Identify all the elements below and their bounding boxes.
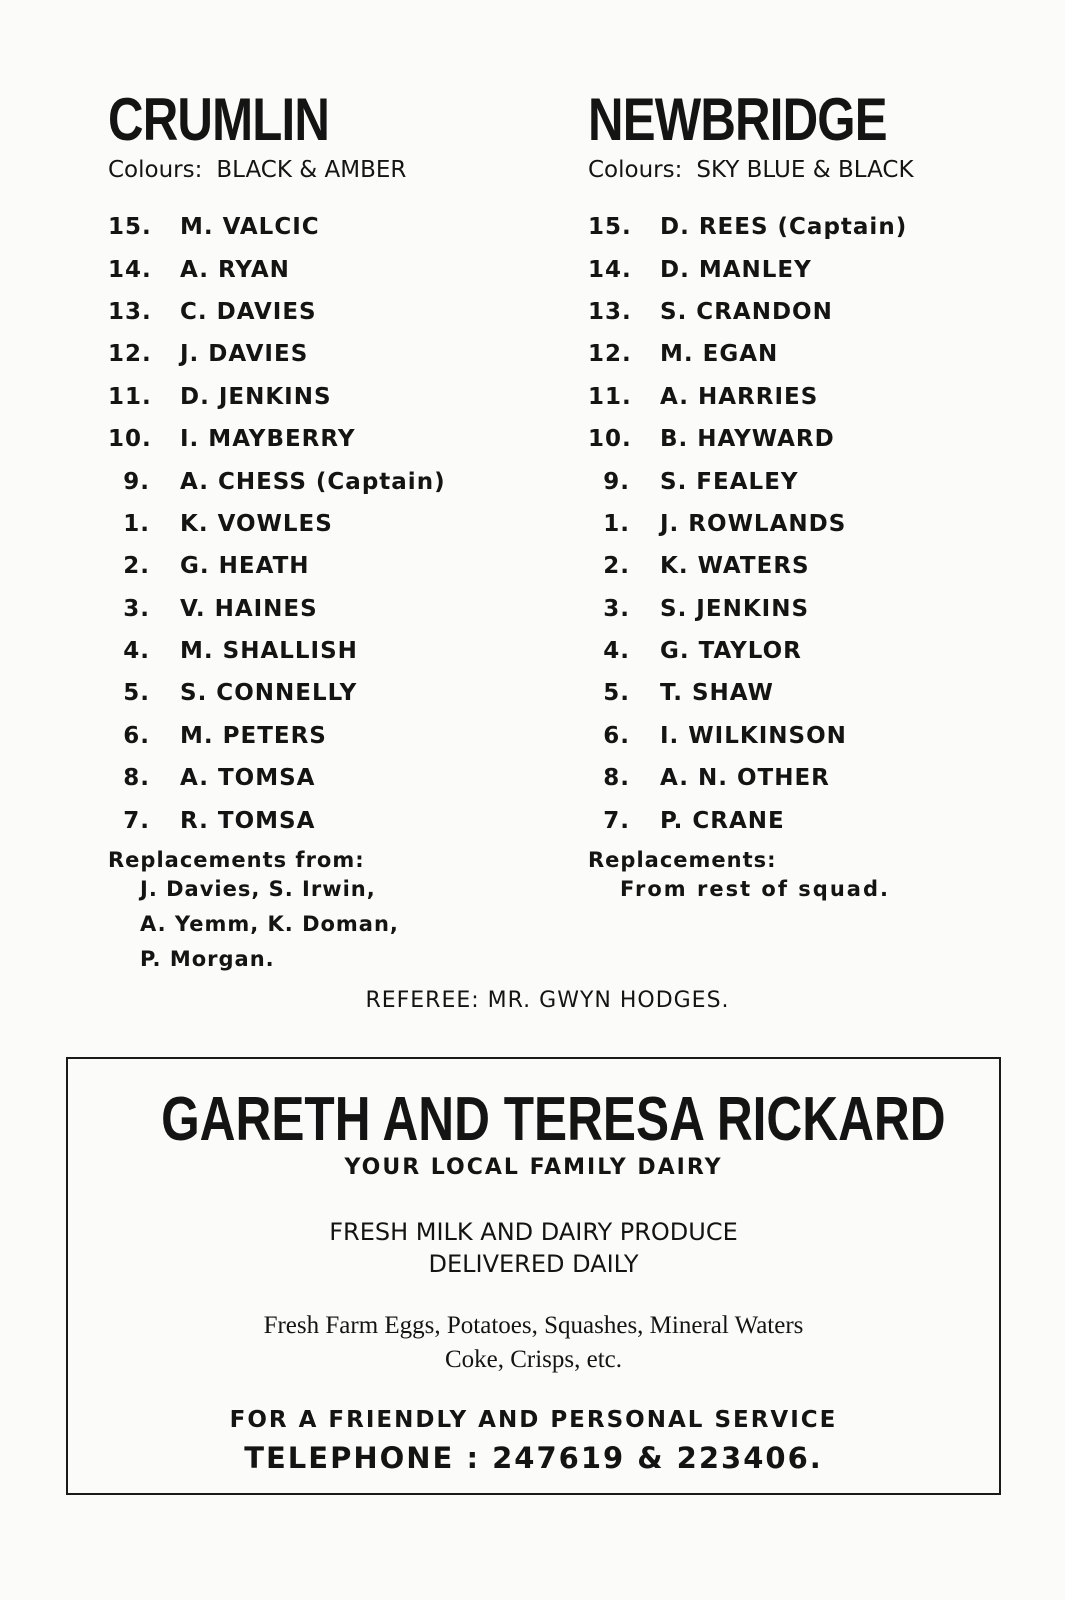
player-number: 4.: [123, 638, 150, 665]
player-number: 7.: [603, 807, 630, 834]
player-row: [588, 376, 1018, 418]
player-number: 15.: [108, 214, 152, 241]
advert-products: Coke, Crisps, etc.: [444, 1346, 623, 1373]
replacements-line: J. Davies, S. Irwin,: [140, 876, 376, 901]
player-number: 13.: [588, 298, 632, 325]
replacements-line: P. Morgan.: [140, 946, 275, 971]
player-row: [108, 545, 538, 587]
player-row: [108, 630, 538, 672]
player-number: 14.: [108, 256, 152, 283]
player-row: [108, 503, 538, 545]
advert-telephone: TELEPHONE : 247619 & 223406.: [244, 1441, 823, 1475]
player-name: S. JENKINS: [660, 595, 810, 622]
player-name: A. RYAN: [180, 256, 290, 283]
player-number: 3.: [603, 595, 630, 622]
team-colours: [108, 156, 538, 184]
player-list: [108, 206, 538, 842]
player-row: [108, 376, 538, 418]
player-row: [588, 588, 1018, 630]
player-row: [588, 672, 1018, 714]
replacements-heading: Replacements from:: [108, 847, 365, 872]
player-number: 8.: [123, 765, 150, 792]
player-row: [588, 206, 1018, 248]
player-row: [588, 799, 1018, 841]
replacements-line: From rest of squad.: [620, 876, 890, 901]
player-row: [588, 333, 1018, 375]
player-row: [588, 630, 1018, 672]
player-name: K. WATERS: [660, 553, 810, 580]
player-row: [588, 715, 1018, 757]
player-name: D. REES (Captain): [660, 214, 908, 241]
advert-line: FRESH MILK AND DAIRY PRODUCE: [329, 1218, 738, 1246]
team-crumlin: [108, 88, 538, 977]
player-row: [108, 799, 538, 841]
player-name: S. FEALEY: [660, 468, 799, 495]
player-number: 12.: [108, 341, 152, 368]
player-number: 5.: [123, 680, 150, 707]
player-name: M. PETERS: [180, 722, 327, 749]
replacements-line: A. Yemm, K. Doman,: [140, 911, 399, 936]
player-name: I. WILKINSON: [660, 722, 847, 749]
player-number: 10.: [588, 426, 632, 453]
team-name: NEWBRIDGE: [588, 86, 887, 153]
player-name: V. HAINES: [180, 595, 318, 622]
player-row: [108, 757, 538, 799]
replacements-heading: Replacements:: [588, 847, 777, 872]
player-row: [108, 333, 538, 375]
player-name: P. CRANE: [660, 807, 785, 834]
player-number: 14.: [588, 256, 632, 283]
player-name: B. HAYWARD: [660, 426, 835, 453]
player-row: [588, 545, 1018, 587]
advert-line: DELIVERED DAILY: [428, 1250, 639, 1278]
player-name: G. TAYLOR: [660, 638, 802, 665]
player-number: 5.: [603, 680, 630, 707]
player-number: 2.: [603, 553, 630, 580]
player-row: [108, 248, 538, 290]
player-number: 11.: [588, 383, 632, 410]
player-number: 2.: [123, 553, 150, 580]
player-row: [108, 672, 538, 714]
player-row: [588, 503, 1018, 545]
player-name: R. TOMSA: [180, 807, 316, 834]
player-number: 13.: [108, 298, 152, 325]
player-name: A. HARRIES: [660, 383, 819, 410]
advert-cta: FOR A FRIENDLY AND PERSONAL SERVICE: [229, 1407, 838, 1433]
player-name: A. CHESS (Captain): [180, 468, 446, 495]
player-number: 4.: [603, 638, 630, 665]
player-name: M. EGAN: [660, 341, 779, 368]
player-row: [588, 757, 1018, 799]
player-name: D. MANLEY: [660, 256, 812, 283]
player-row: [588, 291, 1018, 333]
player-name: J. ROWLANDS: [660, 510, 847, 537]
player-number: 11.: [108, 383, 152, 410]
player-number: 6.: [123, 722, 150, 749]
player-name: M. VALCIC: [180, 214, 320, 241]
colours-value: SKY BLUE & BLACK: [696, 157, 914, 183]
player-row: [588, 460, 1018, 502]
player-row: [588, 248, 1018, 290]
advert-title: GARETH AND TERESA RICKARD: [161, 1085, 946, 1154]
player-row: [108, 291, 538, 333]
player-number: 9.: [123, 468, 150, 495]
referee-line: REFEREE: MR. GWYN HODGES.: [365, 988, 730, 1013]
colours-label: Colours:: [588, 157, 683, 183]
player-name: S. CRANDON: [660, 298, 833, 325]
player-name: C. DAVIES: [180, 298, 317, 325]
advert-products: Fresh Farm Eggs, Potatoes, Squashes, Mineral Waters: [263, 1312, 804, 1339]
colours-value: BLACK & AMBER: [216, 157, 407, 183]
player-number: 8.: [603, 765, 630, 792]
player-name: J. DAVIES: [180, 341, 309, 368]
player-number: 9.: [603, 468, 630, 495]
player-row: [588, 418, 1018, 460]
player-name: D. JENKINS: [180, 383, 332, 410]
player-name: T. SHAW: [660, 680, 774, 707]
player-name: S. CONNELLY: [180, 680, 358, 707]
player-name: K. VOWLES: [180, 510, 333, 537]
player-row: [108, 588, 538, 630]
player-list: [588, 206, 1018, 842]
dairy-advert: [66, 1057, 1001, 1495]
player-name: G. HEATH: [180, 553, 310, 580]
player-row: [108, 715, 538, 757]
player-number: 1.: [603, 510, 630, 537]
player-row: [108, 418, 538, 460]
player-number: 7.: [123, 807, 150, 834]
player-name: A. N. OTHER: [660, 765, 830, 792]
player-row: [108, 460, 538, 502]
player-number: 6.: [603, 722, 630, 749]
player-number: 15.: [588, 214, 632, 241]
advert-subtitle: YOUR LOCAL FAMILY DAIRY: [344, 1155, 723, 1180]
player-number: 10.: [108, 426, 152, 453]
player-name: M. SHALLISH: [180, 638, 358, 665]
player-name: A. TOMSA: [180, 765, 316, 792]
team-newbridge: [588, 88, 1018, 907]
team-colours: [588, 156, 1018, 184]
player-row: [108, 206, 538, 248]
team-name: CRUMLIN: [108, 86, 330, 153]
player-number: 3.: [123, 595, 150, 622]
player-name: I. MAYBERRY: [180, 426, 356, 453]
colours-label: Colours:: [108, 157, 203, 183]
player-number: 12.: [588, 341, 632, 368]
player-number: 1.: [123, 510, 150, 537]
